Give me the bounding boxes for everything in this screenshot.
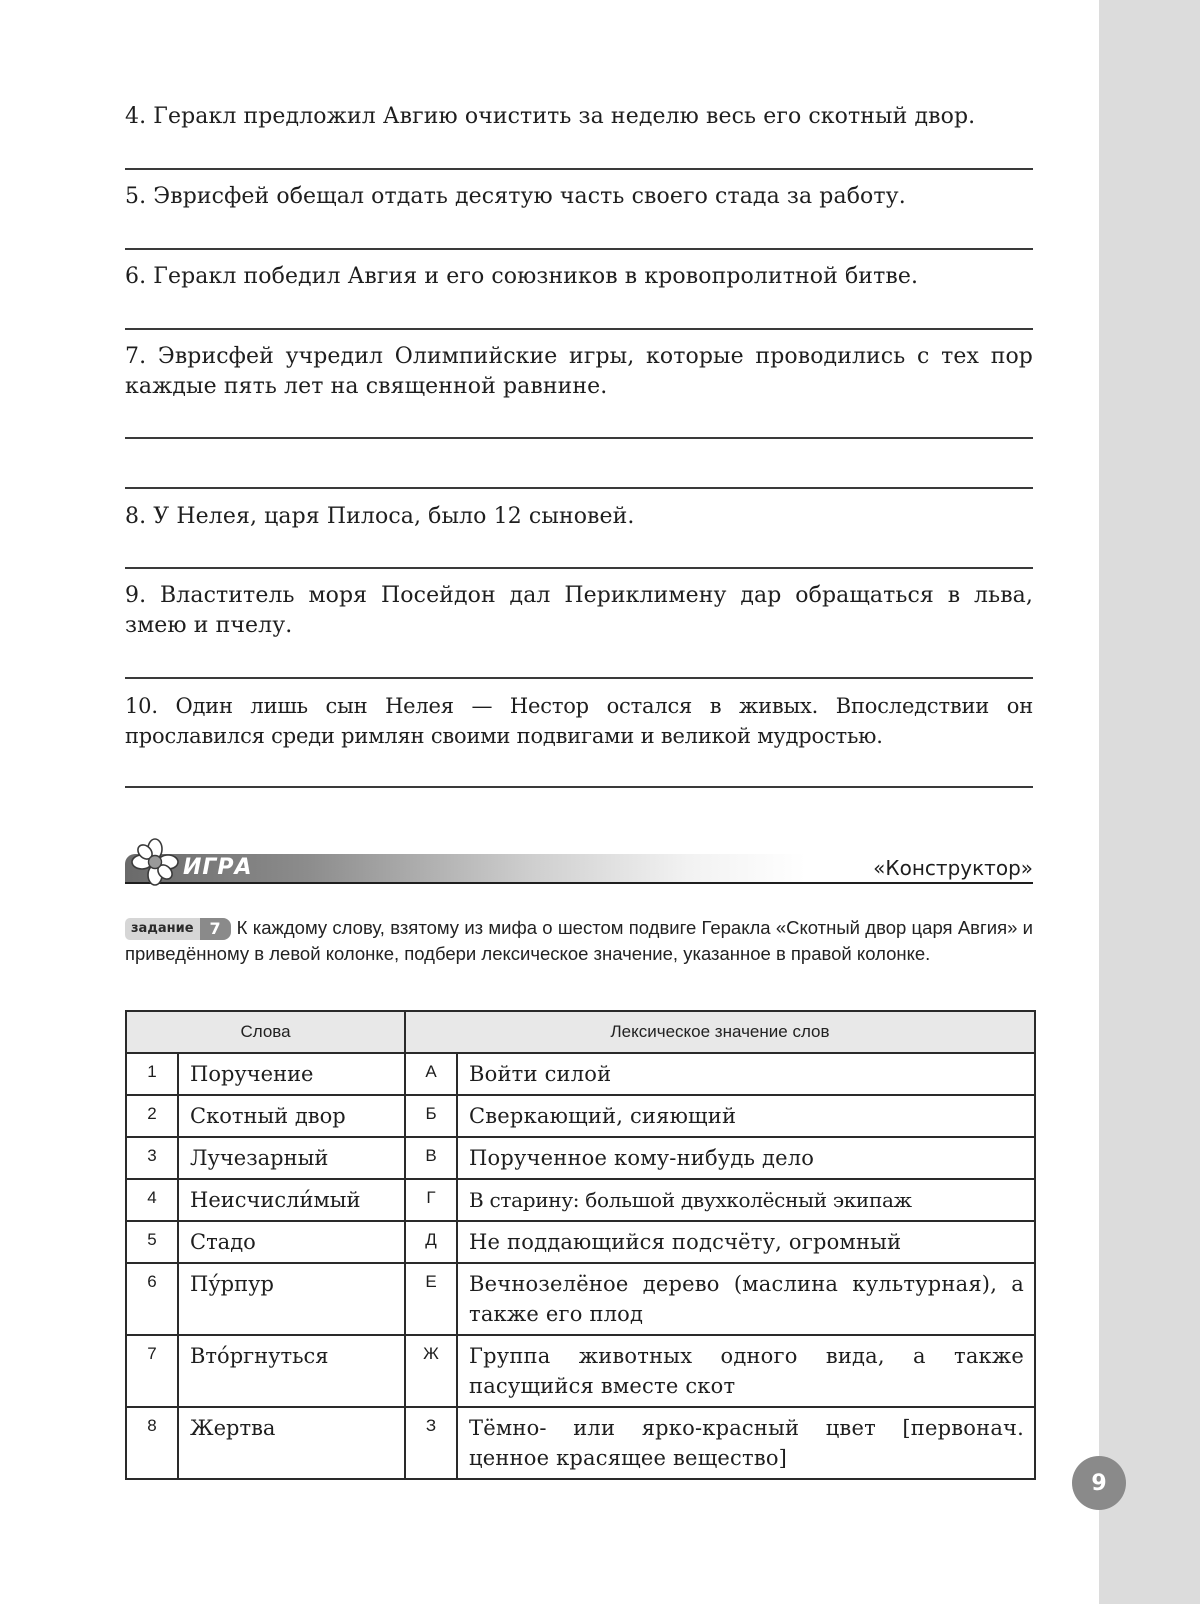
- word-number: 1: [126, 1053, 178, 1095]
- word-cell: Скотный двор: [178, 1095, 405, 1137]
- meaning-cell: В старину: большой двухколёсный экипаж: [457, 1179, 1035, 1221]
- table-row: [126, 1095, 1035, 1137]
- word-cell: Жертва: [178, 1407, 405, 1479]
- word-cell: Неисчисли́мый: [178, 1179, 405, 1221]
- question-10: 10. Один лишь сын Нелея — Нестор остался в живых. Впоследствии он прославился среди римлян своими подвигами и великой мудростью.: [125, 694, 1033, 748]
- word-number: 5: [126, 1221, 178, 1263]
- meaning-letter: З: [405, 1407, 457, 1479]
- question-8: 8. У Нелея, царя Пилоса, было 12 сыновей.: [125, 504, 635, 529]
- page-number-badge: 9: [1072, 1456, 1126, 1510]
- lexical-matching-table: [125, 1010, 1036, 1480]
- game-label: ИГРА: [183, 855, 253, 880]
- page-margin-strip: [1099, 0, 1200, 1604]
- meaning-cell: Тёмно- или ярко-красный цвет [первонач. ценное красящее вещество]: [457, 1407, 1035, 1479]
- header-words: Слова: [126, 1011, 405, 1053]
- meaning-cell: Войти силой: [457, 1053, 1035, 1095]
- word-number: 6: [126, 1263, 178, 1335]
- flower-icon: [131, 838, 179, 886]
- word-cell: Стадо: [178, 1221, 405, 1263]
- game-header-underline: [125, 882, 1033, 884]
- table-row: [126, 1263, 1035, 1335]
- meaning-cell: Группа животных одного вида, а также пасущийся вместе скот: [457, 1335, 1035, 1407]
- word-number: 4: [126, 1179, 178, 1221]
- meaning-letter: А: [405, 1053, 457, 1095]
- word-number: 7: [126, 1335, 178, 1407]
- table-row: [126, 1179, 1035, 1221]
- meaning-cell: Вечнозелёное дерево (маслина культурная), а также его плод: [457, 1263, 1035, 1335]
- task-badge-number: 7: [200, 918, 231, 940]
- meaning-letter: Д: [405, 1221, 457, 1263]
- table-row: [126, 1053, 1035, 1095]
- word-number: 8: [126, 1407, 178, 1479]
- question-9: 9. Властитель моря Посейдон дал Периклимену дар обращаться в льва, змею и пчелу.: [125, 583, 1033, 638]
- meaning-letter: Е: [405, 1263, 457, 1335]
- meaning-letter: Б: [405, 1095, 457, 1137]
- answer-line-7a[interactable]: [125, 437, 1033, 439]
- task-instructions: [125, 915, 1033, 967]
- word-number: 3: [126, 1137, 178, 1179]
- meaning-letter: В: [405, 1137, 457, 1179]
- answer-line-10[interactable]: [125, 786, 1033, 788]
- table-row: [126, 1407, 1035, 1479]
- question-6: 6. Геракл победил Авгия и его союзников в кровопролитной битве.: [125, 264, 919, 289]
- word-cell: Пу́рпур: [178, 1263, 405, 1335]
- table-row: [126, 1335, 1035, 1407]
- question-4: 4. Геракл предложил Авгию очистить за неделю весь его скотный двор.: [125, 104, 976, 129]
- game-section-header: [125, 852, 1033, 884]
- game-title: «Конструктор»: [873, 856, 1033, 880]
- meaning-cell: Порученное кому-нибудь дело: [457, 1137, 1035, 1179]
- answer-line-4[interactable]: [125, 168, 1033, 170]
- task-badge-label: задание: [125, 918, 200, 940]
- table-row: [126, 1221, 1035, 1263]
- word-cell: Лучезарный: [178, 1137, 405, 1179]
- table-row: [126, 1137, 1035, 1179]
- task-text: К каждому слову, взятому из мифа о шестом подвиге Геракла «Скотный двор царя Авгия» и приведённому в левой колонке, подбери лексическое значение, указанное в правой колонке.: [125, 917, 1033, 964]
- word-cell: Вто́ргнуться: [178, 1335, 405, 1407]
- meaning-letter: Г: [405, 1179, 457, 1221]
- word-cell: Поручение: [178, 1053, 405, 1095]
- answer-line-8[interactable]: [125, 567, 1033, 569]
- question-5: 5. Эврисфей обещал отдать десятую часть своего стада за работу.: [125, 184, 906, 209]
- question-7: 7. Эврисфей учредил Олимпийские игры, которые проводились с тех пор каждые пять лет на священной равнине.: [125, 344, 1033, 399]
- answer-line-7b[interactable]: [125, 487, 1033, 489]
- answer-line-6[interactable]: [125, 328, 1033, 330]
- header-meanings: Лексическое значение слов: [405, 1011, 1035, 1053]
- table-header-row: [126, 1011, 1035, 1053]
- answer-line-5[interactable]: [125, 248, 1033, 250]
- meaning-cell: Сверкающий, сияющий: [457, 1095, 1035, 1137]
- answer-line-9[interactable]: [125, 677, 1033, 679]
- meaning-letter: Ж: [405, 1335, 457, 1407]
- word-number: 2: [126, 1095, 178, 1137]
- meaning-cell: Не поддающийся подсчёту, огромный: [457, 1221, 1035, 1263]
- task-badge: [125, 918, 231, 940]
